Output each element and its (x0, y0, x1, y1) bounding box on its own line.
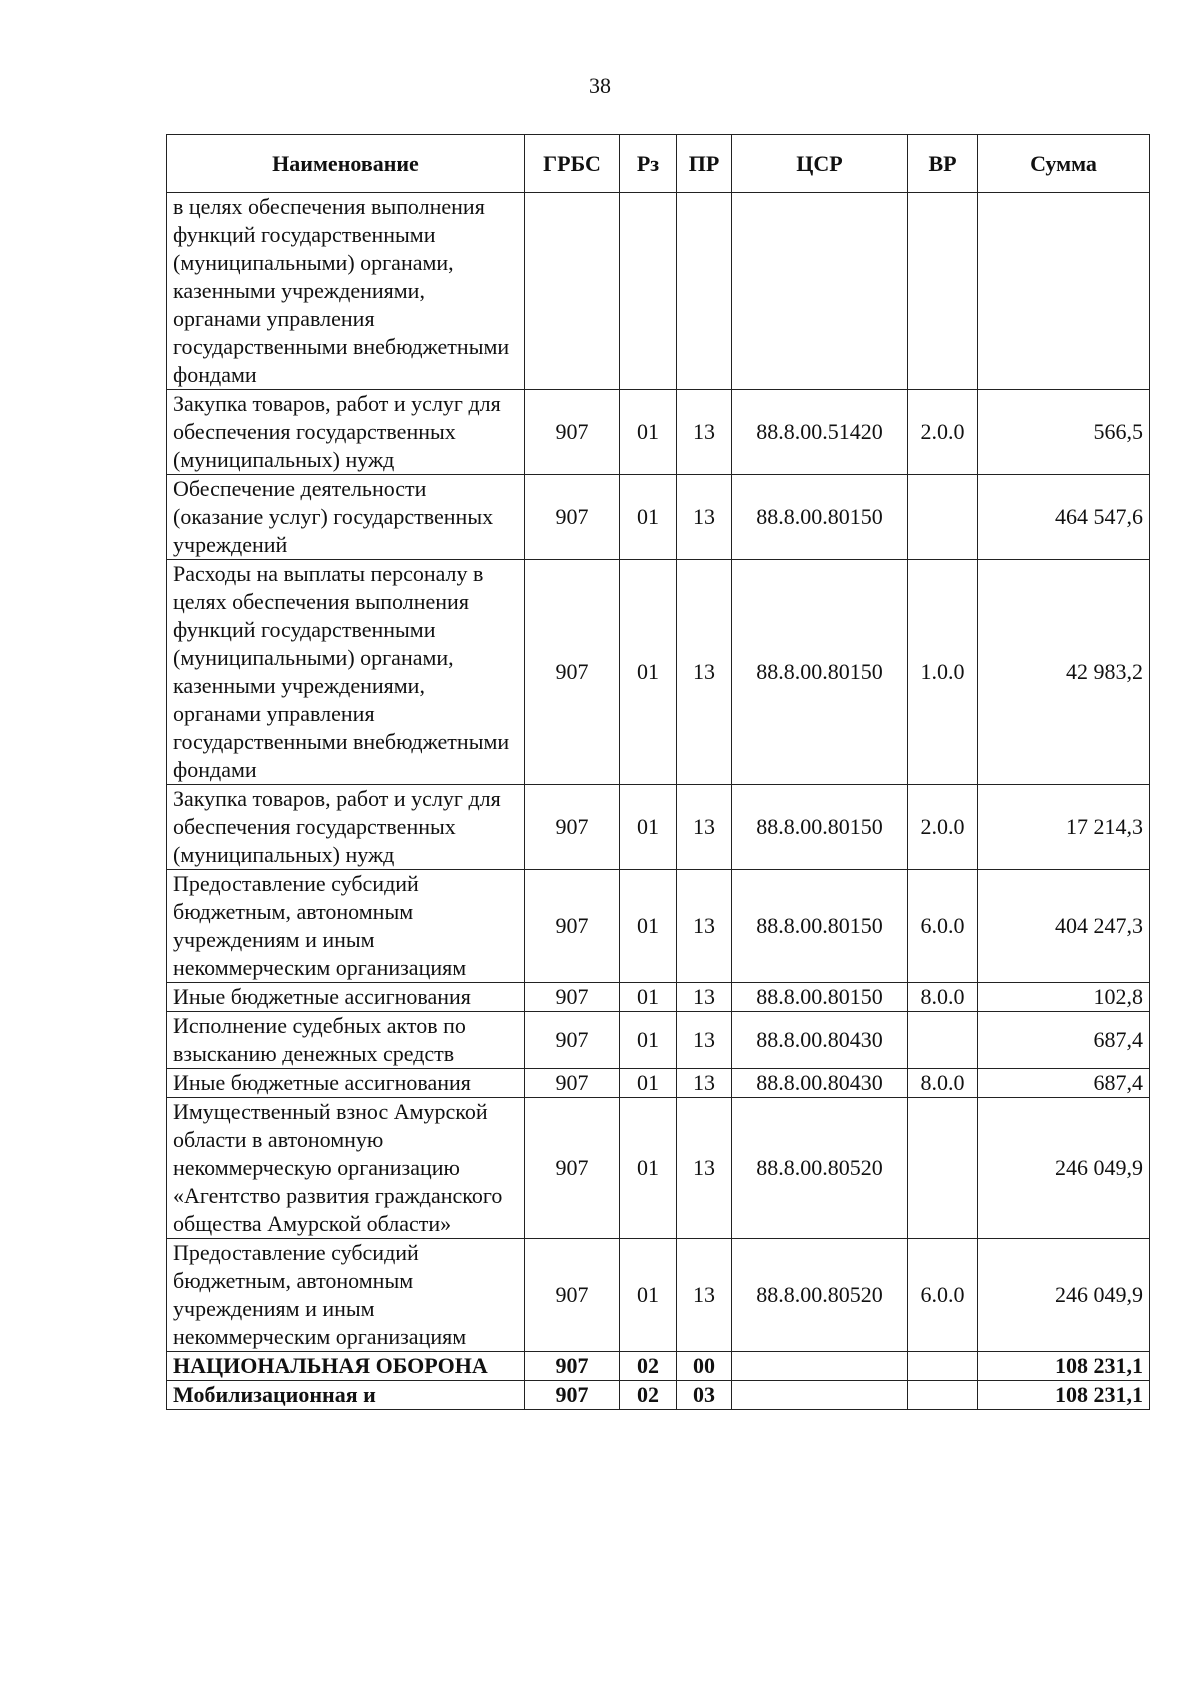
cell-rz: 01 (620, 560, 677, 785)
cell-rz (620, 193, 677, 390)
cell-rz: 01 (620, 1239, 677, 1352)
cell-rz: 01 (620, 983, 677, 1012)
cell-name: Закупка товаров, работ и услуг для обеспечения государственных (муниципальных) нужд (167, 785, 525, 870)
cell-grbs: 907 (525, 475, 620, 560)
header-csr: ЦСР (732, 135, 908, 193)
cell-vr (908, 1381, 978, 1410)
cell-sum: 102,8 (978, 983, 1150, 1012)
cell-pr: 13 (677, 560, 732, 785)
cell-grbs: 907 (525, 1381, 620, 1410)
cell-sum: 108 231,1 (978, 1381, 1150, 1410)
cell-vr (908, 193, 978, 390)
cell-name: Закупка товаров, работ и услуг для обеспечения государственных (муниципальных) нужд (167, 390, 525, 475)
table-body (167, 193, 1150, 1410)
table-row (167, 785, 1150, 870)
table-row (167, 1381, 1150, 1410)
table-row (167, 870, 1150, 983)
cell-pr: 13 (677, 1239, 732, 1352)
cell-vr: 8.0.0 (908, 1069, 978, 1098)
cell-csr: 88.8.00.80150 (732, 983, 908, 1012)
cell-grbs: 907 (525, 1352, 620, 1381)
cell-rz: 02 (620, 1352, 677, 1381)
cell-sum: 42 983,2 (978, 560, 1150, 785)
cell-pr: 13 (677, 1069, 732, 1098)
header-rz: Рз (620, 135, 677, 193)
cell-grbs: 907 (525, 983, 620, 1012)
cell-vr (908, 1012, 978, 1069)
cell-csr: 88.8.00.80150 (732, 560, 908, 785)
cell-grbs: 907 (525, 1098, 620, 1239)
table-row (167, 1098, 1150, 1239)
budget-table (166, 134, 1150, 1410)
cell-csr: 88.8.00.80520 (732, 1239, 908, 1352)
header-sum: Сумма (978, 135, 1150, 193)
cell-rz: 01 (620, 1098, 677, 1239)
cell-rz: 02 (620, 1381, 677, 1410)
cell-grbs (525, 193, 620, 390)
cell-rz: 01 (620, 785, 677, 870)
table-row (167, 1012, 1150, 1069)
cell-rz: 01 (620, 1012, 677, 1069)
cell-vr: 6.0.0 (908, 1239, 978, 1352)
cell-csr: 88.8.00.80520 (732, 1098, 908, 1239)
cell-grbs: 907 (525, 1012, 620, 1069)
cell-name: Имущественный взнос Амурской области в автономную некоммерческую организацию «Агентство развития гражданского общества Амурской области» (167, 1098, 525, 1239)
cell-sum: 566,5 (978, 390, 1150, 475)
table-row (167, 475, 1150, 560)
cell-csr: 88.8.00.80150 (732, 475, 908, 560)
cell-pr: 13 (677, 785, 732, 870)
cell-grbs: 907 (525, 870, 620, 983)
cell-sum: 246 049,9 (978, 1098, 1150, 1239)
cell-name: Иные бюджетные ассигнования (167, 983, 525, 1012)
cell-sum: 17 214,3 (978, 785, 1150, 870)
cell-name: Иные бюджетные ассигнования (167, 1069, 525, 1098)
cell-rz: 01 (620, 390, 677, 475)
cell-pr: 03 (677, 1381, 732, 1410)
page-number: 38 (589, 73, 611, 98)
cell-csr: 88.8.00.51420 (732, 390, 908, 475)
cell-grbs: 907 (525, 1069, 620, 1098)
cell-name: Расходы на выплаты персоналу в целях обеспечения выполнения функций государственными (муниципальными) органами, казенными учреждениями, органами управления государственными внебюджетными фондами (167, 560, 525, 785)
cell-vr: 2.0.0 (908, 785, 978, 870)
cell-name: Предоставление субсидий бюджетным, автономным учреждениям и иным некоммерческим организациям (167, 1239, 525, 1352)
cell-vr: 1.0.0 (908, 560, 978, 785)
cell-csr: 88.8.00.80150 (732, 870, 908, 983)
cell-grbs: 907 (525, 390, 620, 475)
table-row (167, 983, 1150, 1012)
cell-sum: 404 247,3 (978, 870, 1150, 983)
cell-pr: 13 (677, 390, 732, 475)
cell-vr (908, 475, 978, 560)
cell-csr (732, 193, 908, 390)
cell-sum: 687,4 (978, 1012, 1150, 1069)
cell-vr: 8.0.0 (908, 983, 978, 1012)
cell-pr: 13 (677, 1012, 732, 1069)
cell-sum: 687,4 (978, 1069, 1150, 1098)
header-pr: ПР (677, 135, 732, 193)
header-name: Наименование (167, 135, 525, 193)
cell-pr: 13 (677, 475, 732, 560)
cell-pr: 00 (677, 1352, 732, 1381)
cell-name: в целях обеспечения выполнения функций государственными (муниципальными) органами, казенными учреждениями, органами управления государственными внебюджетными фондами (167, 193, 525, 390)
cell-vr: 6.0.0 (908, 870, 978, 983)
cell-vr (908, 1098, 978, 1239)
cell-csr: 88.8.00.80430 (732, 1012, 908, 1069)
cell-pr: 13 (677, 983, 732, 1012)
header-vr: ВР (908, 135, 978, 193)
cell-vr: 2.0.0 (908, 390, 978, 475)
cell-pr (677, 193, 732, 390)
cell-name: НАЦИОНАЛЬНАЯ ОБОРОНА (167, 1352, 525, 1381)
cell-name: Обеспечение деятельности (оказание услуг) государственных учреждений (167, 475, 525, 560)
table-row (167, 193, 1150, 390)
cell-sum: 246 049,9 (978, 1239, 1150, 1352)
cell-csr (732, 1381, 908, 1410)
table-row (167, 1239, 1150, 1352)
cell-sum: 108 231,1 (978, 1352, 1150, 1381)
table-row (167, 1069, 1150, 1098)
cell-vr (908, 1352, 978, 1381)
cell-name: Предоставление субсидий бюджетным, автономным учреждениям и иным некоммерческим организациям (167, 870, 525, 983)
cell-name: Исполнение судебных актов по взысканию денежных средств (167, 1012, 525, 1069)
cell-rz: 01 (620, 1069, 677, 1098)
cell-sum (978, 193, 1150, 390)
cell-csr (732, 1352, 908, 1381)
header-grbs: ГРБС (525, 135, 620, 193)
cell-pr: 13 (677, 870, 732, 983)
cell-grbs: 907 (525, 785, 620, 870)
cell-sum: 464 547,6 (978, 475, 1150, 560)
table-header-row (167, 135, 1150, 193)
cell-csr: 88.8.00.80150 (732, 785, 908, 870)
table-row (167, 560, 1150, 785)
cell-rz: 01 (620, 870, 677, 983)
cell-rz: 01 (620, 475, 677, 560)
cell-name: Мобилизационная и (167, 1381, 525, 1410)
cell-pr: 13 (677, 1098, 732, 1239)
table-row (167, 390, 1150, 475)
cell-csr: 88.8.00.80430 (732, 1069, 908, 1098)
cell-grbs: 907 (525, 560, 620, 785)
cell-grbs: 907 (525, 1239, 620, 1352)
table-row (167, 1352, 1150, 1381)
